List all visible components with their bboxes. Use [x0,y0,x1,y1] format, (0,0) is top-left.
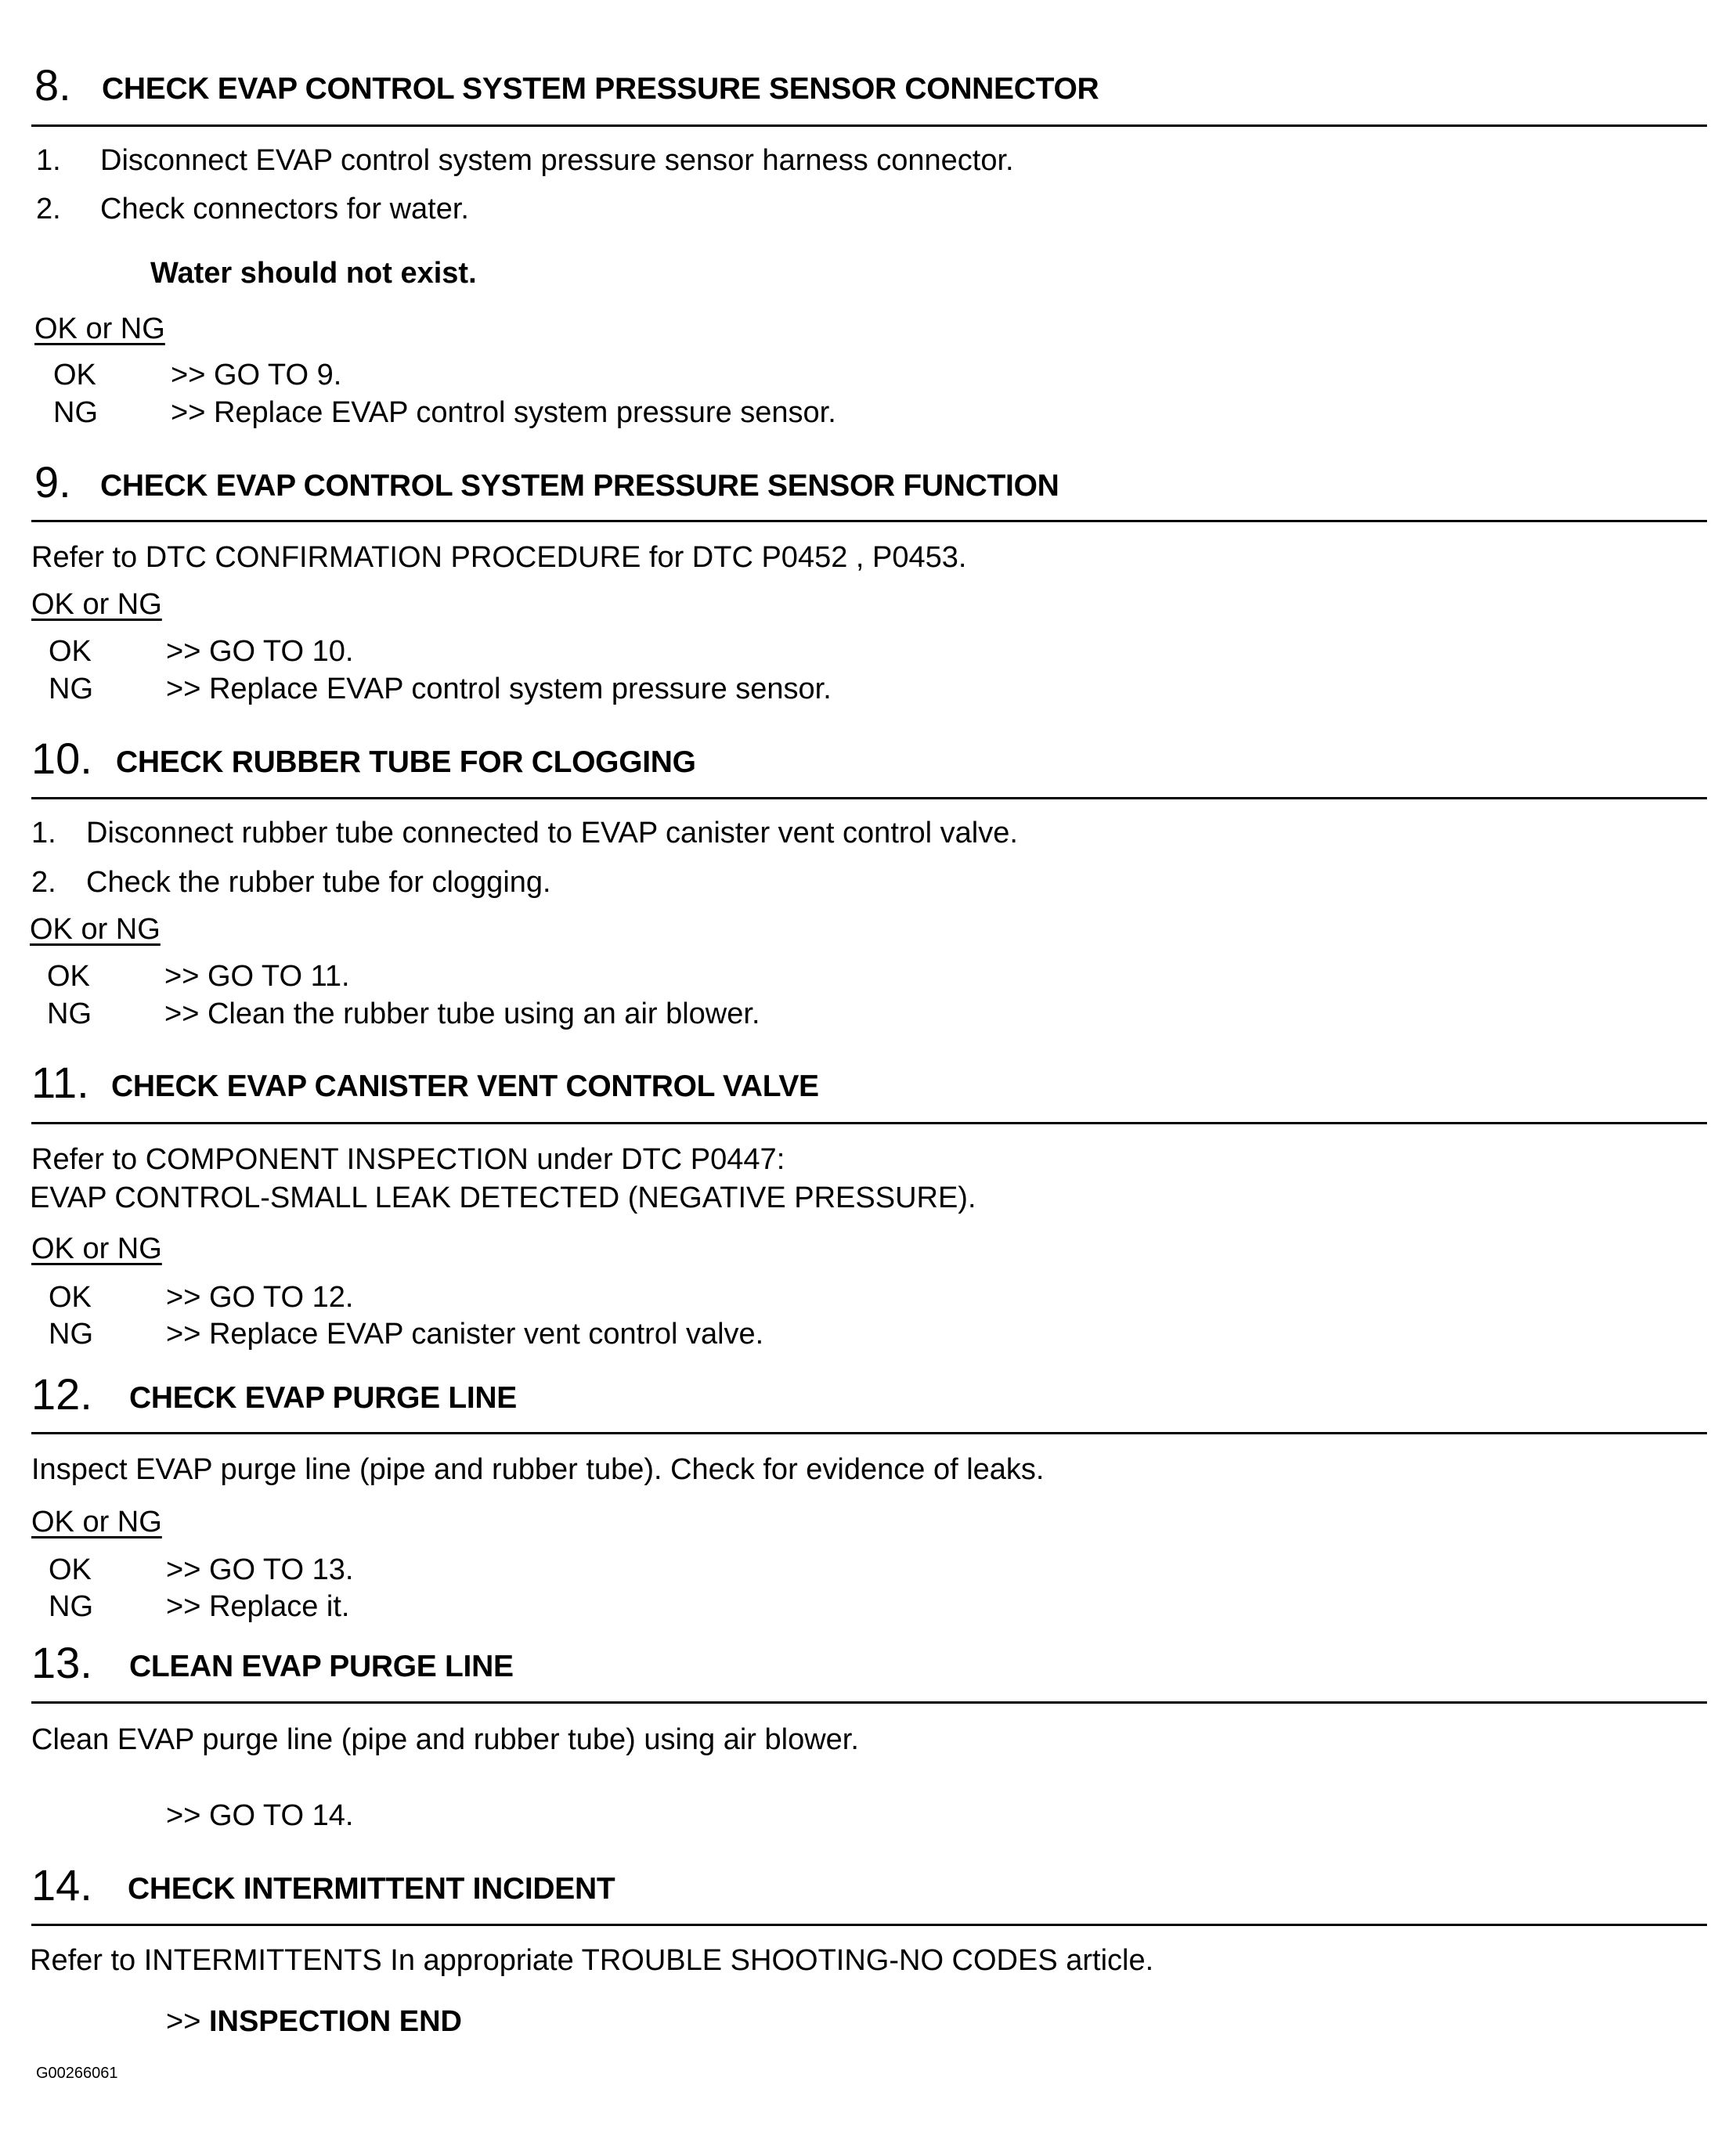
ng-label: NG [49,673,93,705]
ok-action: >> GO TO 11. [164,960,350,993]
step-number: 1. [36,144,61,177]
ok-action: >> GO TO 12. [166,1281,354,1314]
ok-label: OK [47,960,90,993]
ok-label: OK [53,359,96,391]
section-14-rule [31,1924,1707,1926]
section-12-title: CHECK EVAP PURGE LINE [129,1381,518,1415]
ng-label: NG [49,1590,93,1623]
ng-label: NG [53,396,98,429]
ok-label: OK [49,635,92,668]
section-8-rule [31,124,1707,127]
ok-or-ng-label: OK or NG [31,588,162,621]
section-13-rule [31,1701,1707,1704]
figure-code: G00266061 [36,2065,118,2082]
reference-text: Refer to DTC CONFIRMATION PROCEDURE for DTC P0452 , P0453. [31,541,967,574]
section-13-number: 13. [31,1638,92,1687]
section-9-title: CHECK EVAP CONTROL SYSTEM PRESSURE SENSOR FUNCTION [100,469,1059,503]
inspection-end-label: INSPECTION END [208,2005,462,2038]
section-11-rule [31,1122,1707,1124]
section-12-number: 12. [31,1369,92,1419]
step-text: Check the rubber tube for clogging. [86,866,551,899]
ok-or-ng-label: OK or NG [30,913,161,946]
section-12-rule [31,1432,1707,1434]
inspection-end [166,2007,462,2036]
section-14-number: 14. [31,1860,92,1910]
section-8-title: CHECK EVAP CONTROL SYSTEM PRESSURE SENSOR CONNECTOR [102,72,1099,106]
instruction-text: Clean EVAP purge line (pipe and rubber tube) using air blower. [31,1723,859,1756]
ng-action: >> Clean the rubber tube using an air blower. [164,997,760,1030]
step-text: Check connectors for water. [100,193,469,225]
section-9-rule [31,520,1707,522]
section-13-title: CLEAN EVAP PURGE LINE [129,1650,514,1683]
ok-action: >> GO TO 9. [171,359,342,391]
section-10-title: CHECK RUBBER TUBE FOR CLOGGING [116,745,696,779]
ng-action: >> Replace EVAP canister vent control valve. [166,1318,764,1351]
ok-or-ng-label: OK or NG [34,312,165,345]
step-text: Disconnect EVAP control system pressure sensor harness connector. [100,144,1014,177]
step-number: 2. [31,866,56,899]
section-10-rule [31,797,1707,799]
instruction-text: Inspect EVAP purge line (pipe and rubber tube). Check for evidence of leaks. [31,1453,1045,1486]
step-number: 2. [36,193,61,225]
reference-text: Refer to COMPONENT INSPECTION under DTC P0447: [31,1143,785,1176]
next-prefix: >> [166,2005,201,2038]
ng-action: >> Replace EVAP control system pressure sensor. [171,396,836,429]
reference-text: Refer to INTERMITTENTS In appropriate TROUBLE SHOOTING-NO CODES article. [30,1944,1154,1977]
ok-action: >> GO TO 13. [166,1553,354,1586]
next-step: >> GO TO 14. [166,1799,354,1832]
ok-label: OK [49,1281,92,1314]
spec-text: Water should not exist. [150,257,477,290]
section-8-number: 8. [34,60,71,110]
section-11-title: CHECK EVAP CANISTER VENT CONTROL VALVE [111,1070,819,1103]
ok-or-ng-label: OK or NG [31,1232,162,1265]
ok-label: OK [49,1553,92,1586]
ng-label: NG [47,997,92,1030]
section-10-number: 10. [31,734,92,783]
step-text: Disconnect rubber tube connected to EVAP canister vent control valve. [86,817,1018,849]
reference-text: EVAP CONTROL-SMALL LEAK DETECTED (NEGATIVE PRESSURE). [30,1181,976,1214]
ok-or-ng-label: OK or NG [31,1506,162,1538]
ng-label: NG [49,1318,93,1351]
ng-action: >> Replace it. [166,1590,350,1623]
ok-action: >> GO TO 10. [166,635,354,668]
ng-action: >> Replace EVAP control system pressure sensor. [166,673,832,705]
section-11-number: 11. [31,1058,89,1107]
section-14-title: CHECK INTERMITTENT INCIDENT [128,1872,615,1906]
section-9-number: 9. [34,457,71,507]
step-number: 1. [31,817,56,849]
